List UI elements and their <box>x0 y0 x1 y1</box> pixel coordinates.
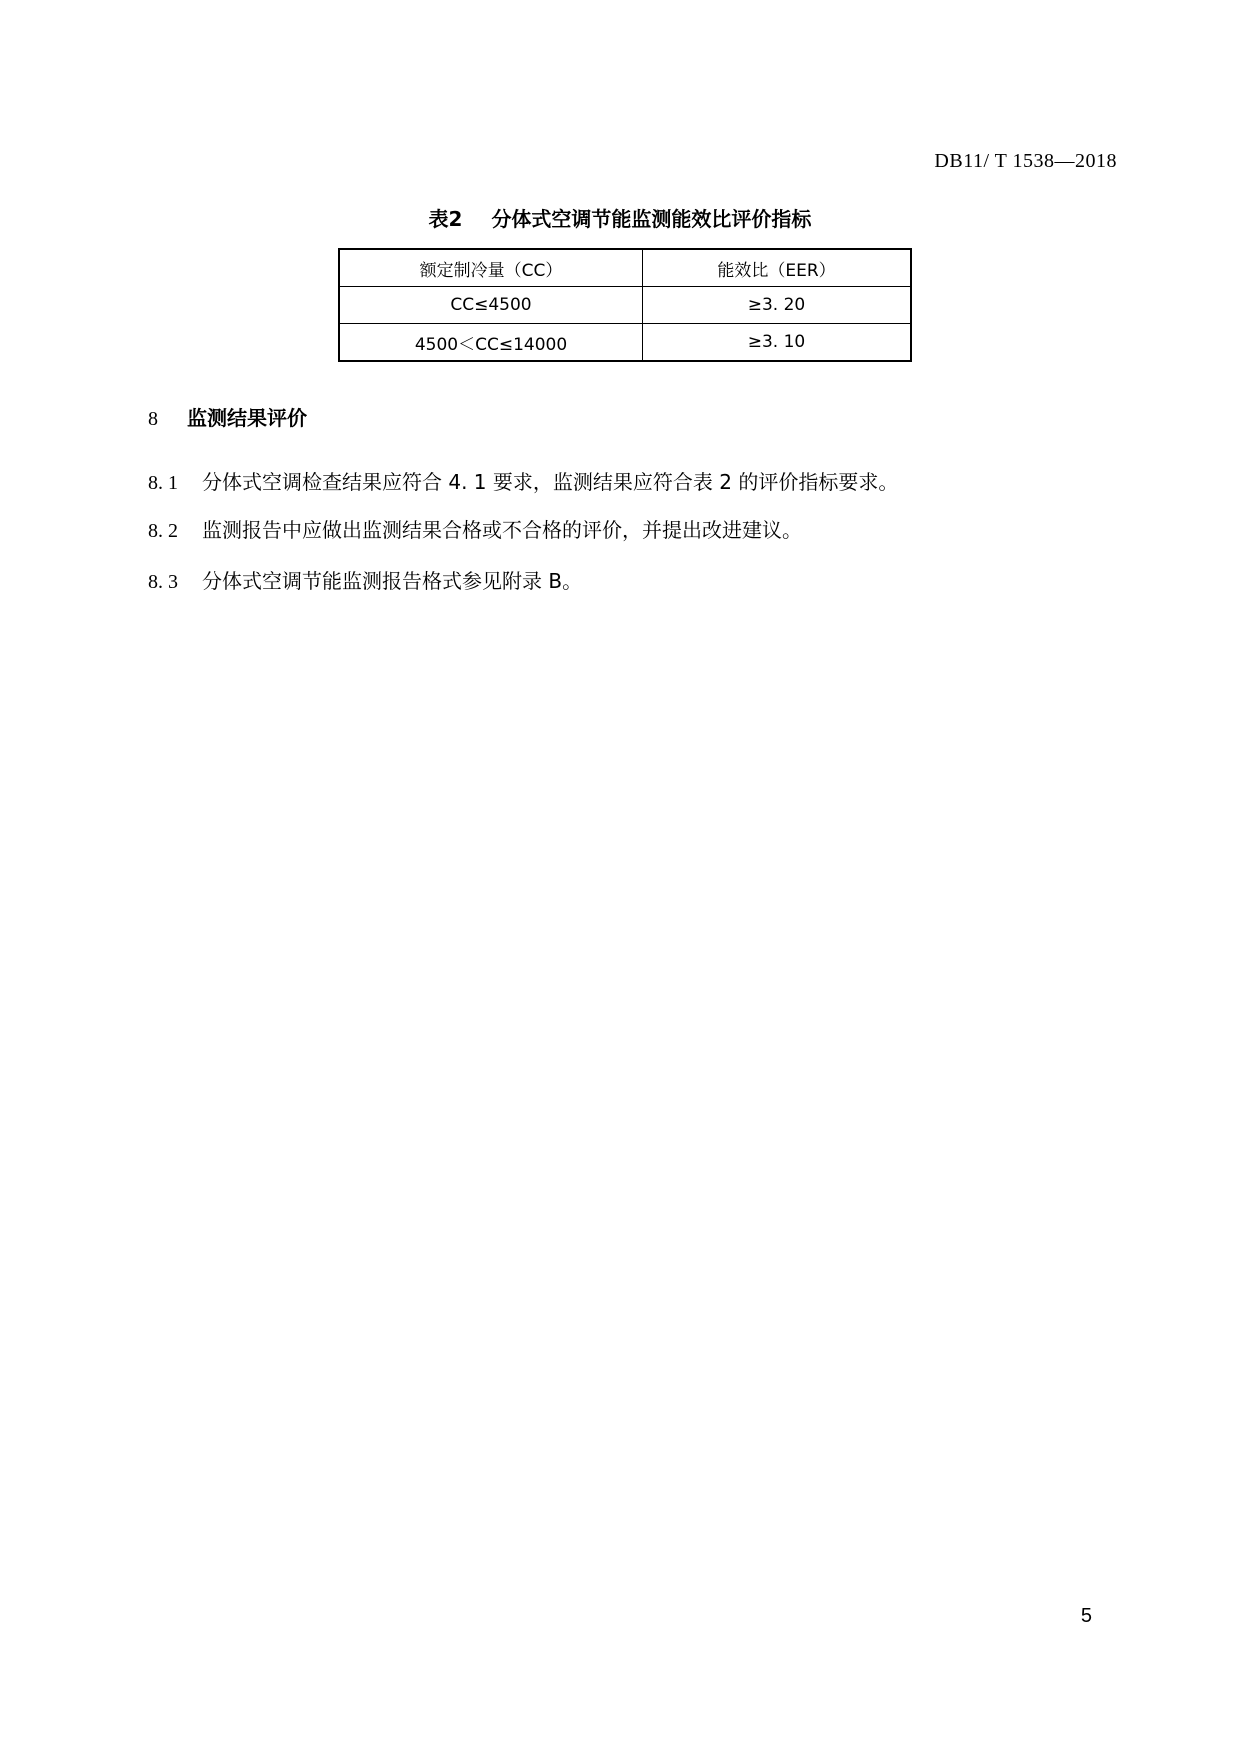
section-title: 监测结果评价 <box>186 406 307 430</box>
clause-number: 8. 3 <box>148 571 178 593</box>
table-cell-capacity: CC≤4500 <box>339 287 643 324</box>
table-title: 分体式空调节能监测能效比评价指标 <box>491 207 812 231</box>
clause-text: 监测报告中应做出监测结果合格或不合格的评价，并提出改进建议。 <box>202 518 802 542</box>
page-number: 5 <box>1080 1605 1092 1627</box>
column-header-cooling-capacity: 额定制冷量（CC） <box>339 249 643 287</box>
clause-number: 8. 1 <box>148 472 178 494</box>
clause <box>148 514 802 543</box>
table-row <box>339 324 911 362</box>
clause <box>148 466 898 495</box>
standard-code: DB11/ T 1538—2018 <box>934 150 1117 172</box>
table-cell-eer: ≥3. 10 <box>643 324 912 362</box>
clause-text: 分体式空调检查结果应符合 4. 1 要求，监测结果应符合表 2 的评价指标要求。 <box>202 470 899 494</box>
table-row <box>339 287 911 324</box>
clause-number: 8. 2 <box>148 520 178 542</box>
table-cell-eer: ≥3. 20 <box>643 287 912 324</box>
section-heading <box>148 402 307 431</box>
clause <box>148 565 582 594</box>
table-number: 表2 <box>428 207 463 231</box>
section-number: 8 <box>148 408 158 430</box>
column-header-eer: 能效比（EER） <box>643 249 912 287</box>
clause-text: 分体式空调节能监测报告格式参见附录 B。 <box>202 569 583 593</box>
table-header-row <box>339 249 911 287</box>
table-caption <box>0 203 1240 232</box>
eer-evaluation-table <box>338 248 912 362</box>
table-cell-capacity: 4500＜CC≤14000 <box>339 324 643 362</box>
